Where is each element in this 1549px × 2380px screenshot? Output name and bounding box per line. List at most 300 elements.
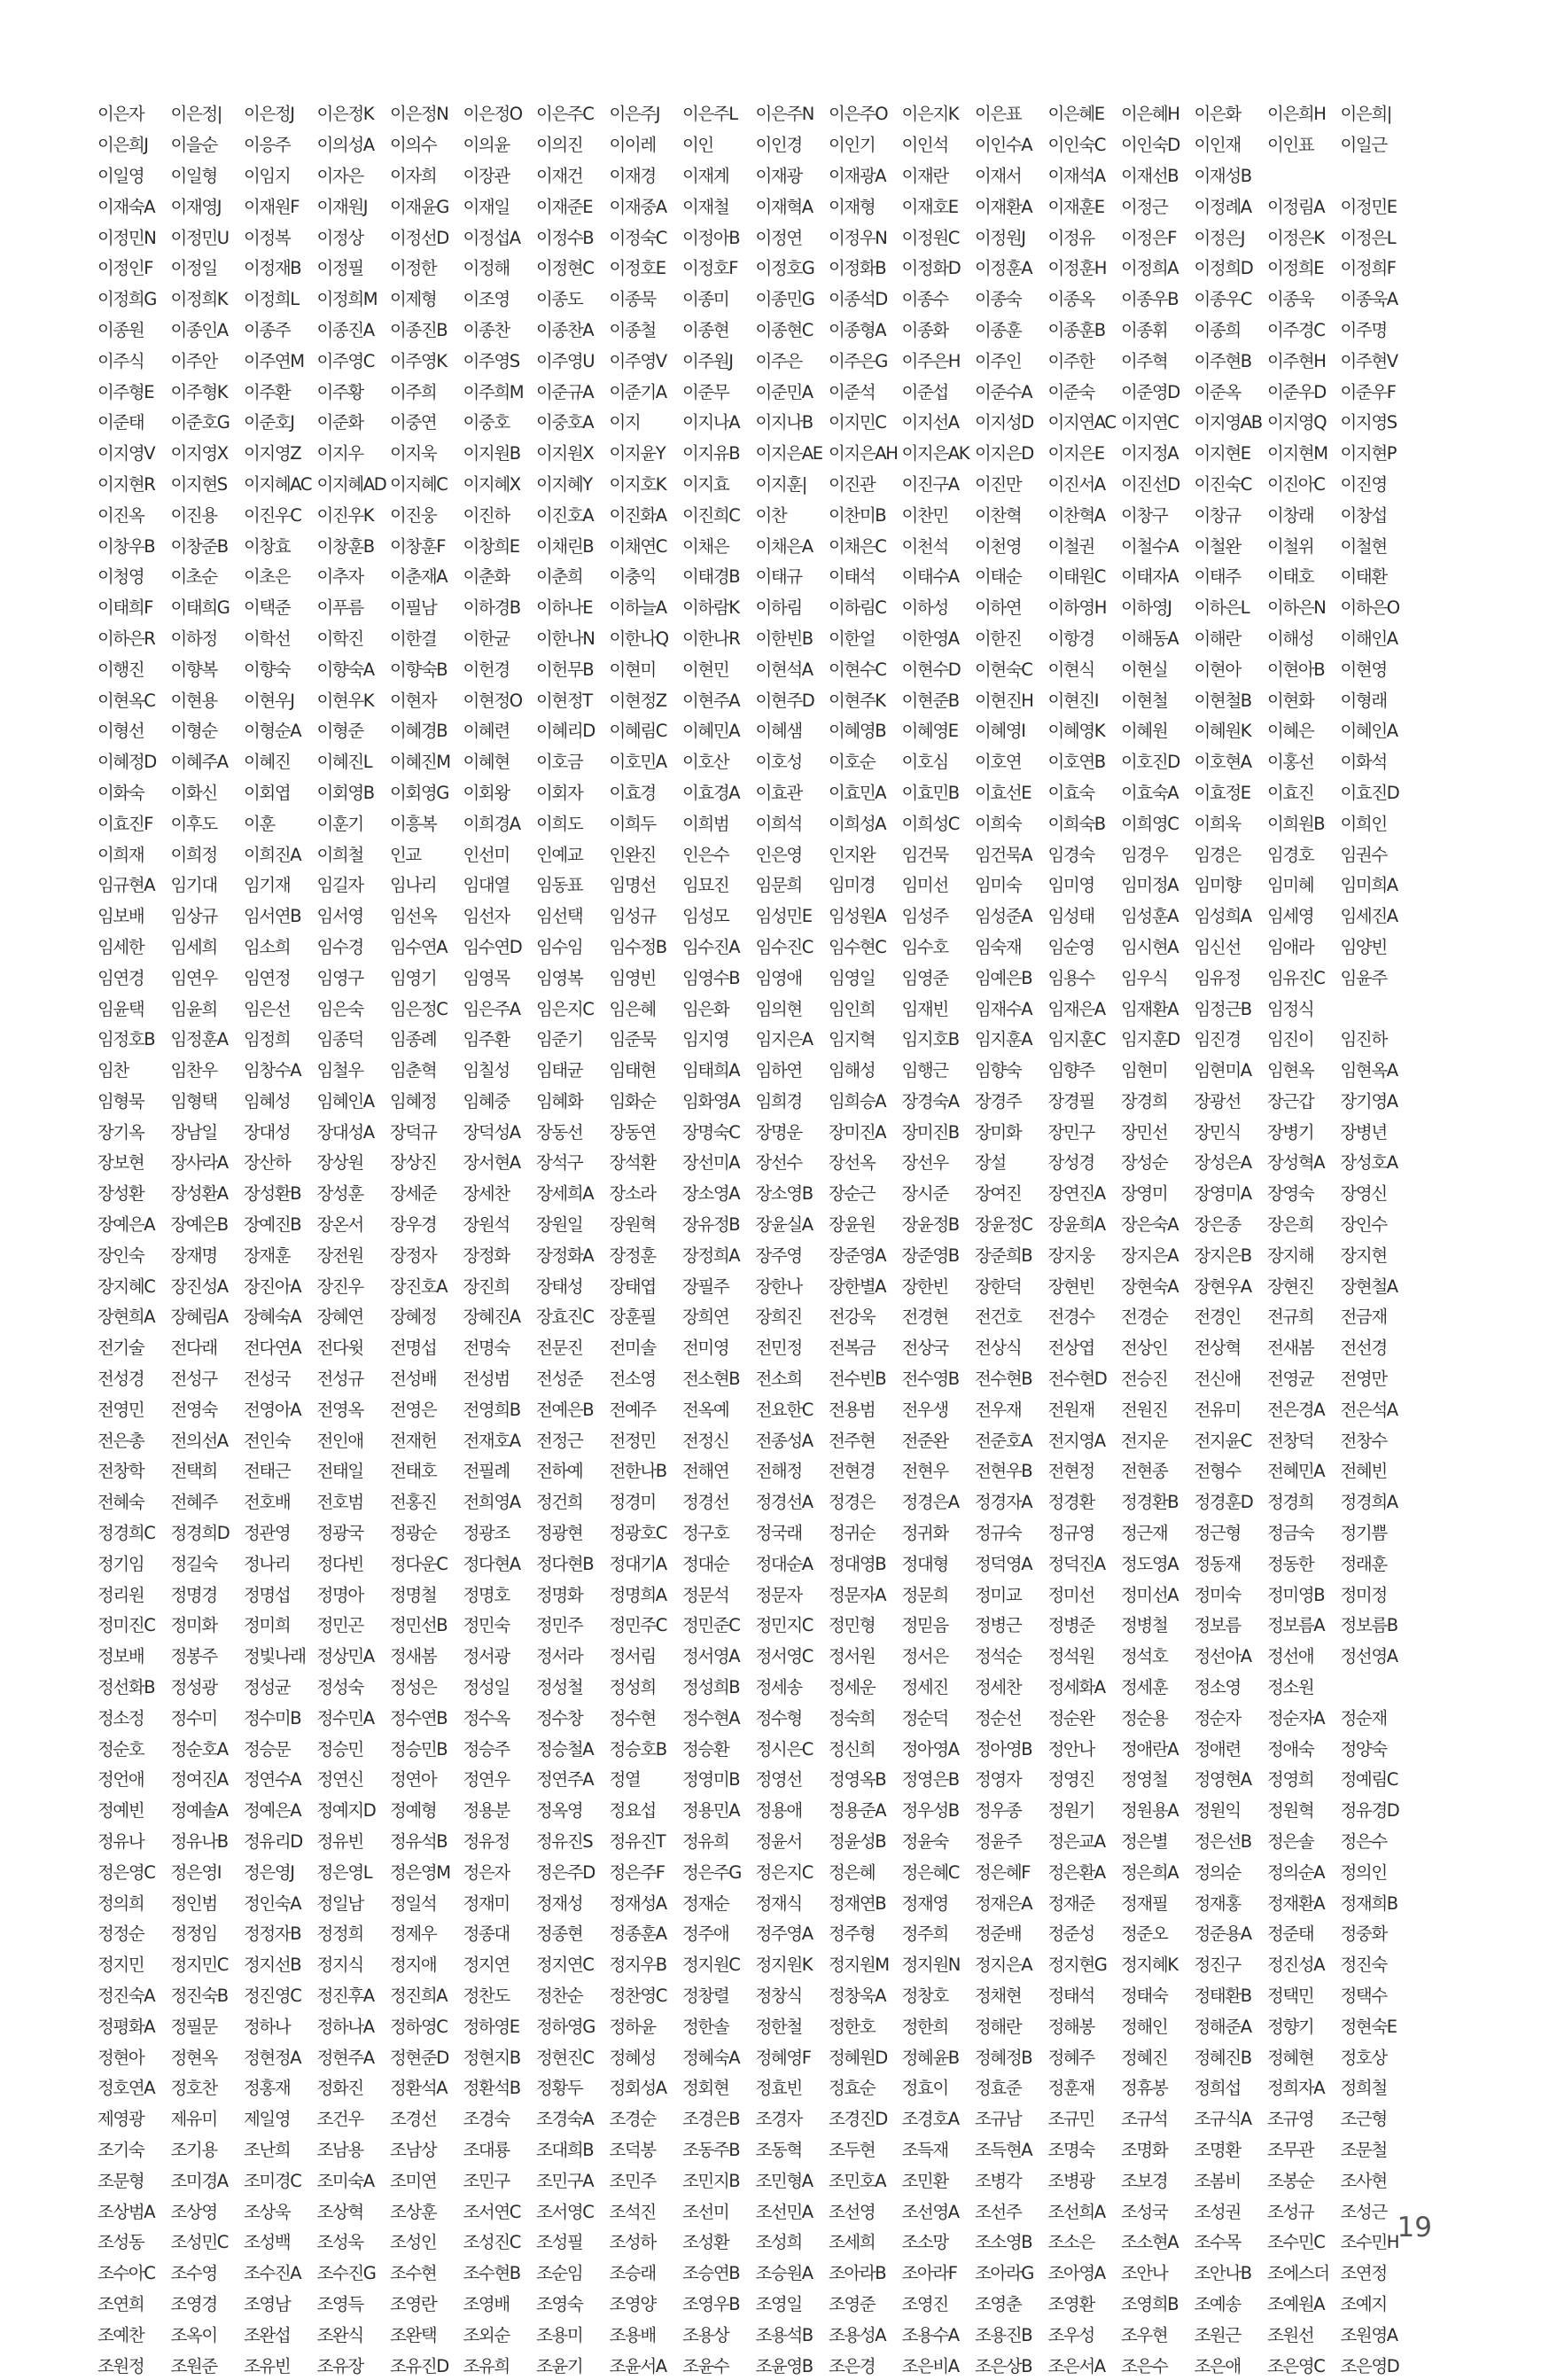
name-entry: 이재선B (1121, 165, 1179, 186)
name-entry: 정성일 (463, 1677, 510, 1698)
name-entry: 이주원J (682, 350, 733, 371)
name-entry: 정호상 (1340, 2047, 1387, 2068)
name-entry: 전태일 (316, 1461, 363, 1482)
name-entry: 장보현 (97, 1152, 144, 1174)
name-row (97, 1486, 1462, 1517)
name-entry: 정회현 (682, 2078, 729, 2099)
name-entry: 정지현G (1047, 1955, 1107, 1976)
name-entry: 이회영G (390, 782, 449, 803)
name-entry: 임미희A (1340, 875, 1397, 896)
name-entry: 정민숙 (463, 1615, 510, 1636)
name-entry: 전태호 (390, 1461, 437, 1482)
name-entry: 제유미 (170, 2109, 217, 2130)
name-entry: 조옥이 (170, 2324, 217, 2345)
name-entry: 정경희 (1267, 1492, 1314, 1513)
name-entry: 임지훈A (975, 1029, 1032, 1050)
name-entry: 정한희 (901, 2016, 948, 2037)
name-entry: 이조영 (463, 289, 510, 310)
name-entry: 정성희 (609, 1677, 656, 1698)
name-entry: 정영은B (901, 1769, 959, 1791)
name-entry: 이종묵 (609, 289, 656, 310)
name-entry: 정창렬 (682, 1986, 729, 2006)
name-entry: 임지영 (682, 1029, 729, 1050)
name-entry: 정성광 (170, 1677, 217, 1698)
name-entry: 정소영 (1194, 1677, 1241, 1698)
name-entry: 임은정C (390, 998, 448, 1019)
name-entry: 이해동A (1121, 628, 1179, 649)
name-entry: 이철현 (1340, 535, 1387, 557)
name-entry: 임종례 (390, 1029, 437, 1050)
name-entry: 정경선 (682, 1492, 729, 1513)
name-row (97, 1115, 1462, 1146)
name-row (97, 2349, 1462, 2380)
name-entry: 이헌무B (536, 659, 594, 680)
name-entry: 이현석A (755, 659, 813, 680)
name-entry: 정수연B (390, 1707, 448, 1728)
name-entry: 조봄비 (1194, 2170, 1241, 2191)
name-entry: 임재환A (1121, 998, 1179, 1019)
name-entry: 이인숙C (1047, 135, 1106, 156)
name-entry: 이지현R (97, 473, 155, 495)
name-entry: 장성환 (97, 1183, 144, 1205)
name-entry: 정도영A (1121, 1553, 1179, 1574)
name-entry: 조선주 (975, 2201, 1022, 2222)
name-entry: 전복금 (829, 1338, 876, 1359)
name-entry: 정수미 (170, 1707, 217, 1728)
name-entry: 정재희B (1340, 1892, 1397, 1914)
name-entry: 정다운C (390, 1553, 448, 1574)
name-entry: 정소정 (97, 1707, 144, 1728)
name-entry: 전희영A (463, 1492, 520, 1513)
name-entry: 정성균 (244, 1677, 291, 1698)
name-entry: 조규민 (1047, 2109, 1094, 2130)
name-entry: 임윤택 (97, 998, 144, 1019)
name-entry: 정현지B (463, 2047, 520, 2068)
name-row (97, 714, 1462, 745)
name-entry: 이지혜AC (244, 473, 312, 495)
name-entry: 이재일 (463, 196, 510, 217)
name-entry: 이진선D (1121, 473, 1179, 495)
name-entry: 이은정J (244, 104, 294, 125)
name-entry: 정세진 (901, 1677, 948, 1698)
name-entry: 이정상 (316, 227, 363, 248)
name-entry: 이진웅 (390, 504, 437, 526)
name-entry: 정훈재 (1047, 2078, 1094, 2099)
name-entry: 장소라 (609, 1183, 656, 1205)
name-entry: 조동혁 (755, 2139, 802, 2160)
name-row (97, 1732, 1462, 1763)
name-entry: 이의윤 (463, 135, 510, 156)
name-entry: 이중호 (463, 412, 510, 433)
name-entry: 장정화A (536, 1245, 594, 1266)
name-entry: 정미화 (170, 1615, 217, 1636)
name-entry: 정은혜 (829, 1861, 876, 1883)
name-entry: 이철위 (1267, 535, 1314, 557)
name-entry: 정희철 (1340, 2078, 1387, 2099)
name-entry: 정성숙 (316, 1677, 363, 1698)
name-entry: 이한얼 (829, 628, 876, 649)
name-entry: 이화신 (170, 782, 217, 803)
name-entry: 전주현 (829, 1430, 876, 1451)
name-entry: 정연아 (390, 1769, 437, 1791)
name-entry: 이희영C (1121, 813, 1179, 834)
name-entry: 정유진T (609, 1831, 666, 1853)
name-entry: 전선경 (1340, 1338, 1387, 1359)
name-entry: 이태희F (97, 597, 153, 619)
name-entry: 이은주N (755, 104, 813, 125)
name-row (97, 2041, 1462, 2072)
name-entry: 정해인 (1121, 2016, 1168, 2037)
name-entry: 조민형A (755, 2170, 813, 2191)
name-entry: 정준태 (1267, 1924, 1314, 1945)
name-entry: 임의현 (755, 998, 802, 1019)
name-entry: 정혜원D (829, 2047, 887, 2068)
name-entry: 조선영 (829, 2201, 876, 2222)
name-entry: 조용석B (755, 2324, 813, 2345)
name-entry: 정언애 (97, 1769, 144, 1791)
name-entry: 이정필 (316, 258, 363, 279)
name-entry: 전재호A (463, 1430, 520, 1451)
name-entry: 장혜연 (316, 1307, 363, 1328)
name-entry: 이종수 (901, 289, 948, 310)
name-entry: 조수현B (463, 2263, 520, 2284)
name-entry: 이준우D (1267, 381, 1326, 402)
name-entry: 조민호A (829, 2170, 886, 2191)
name-entry: 이재준E (536, 196, 593, 217)
name-entry: 이인표 (1267, 135, 1314, 156)
name-entry: 장순근 (829, 1183, 876, 1205)
name-entry: 이현실 (1121, 659, 1168, 680)
name-entry: 이혜샘 (755, 721, 802, 742)
name-entry: 이효선E (975, 782, 1031, 803)
name-entry: 조동주B (682, 2139, 740, 2160)
name-entry: 정수현 (609, 1707, 656, 1728)
name-entry: 이해인A (1340, 628, 1397, 649)
name-entry: 조은애 (1194, 2355, 1241, 2376)
name-entry: 임대열 (463, 875, 510, 896)
name-row (97, 1640, 1462, 1671)
name-entry: 임형택 (170, 1090, 217, 1112)
name-entry: 정경자A (975, 1492, 1032, 1513)
name-entry: 전영희B (463, 1399, 520, 1420)
name-entry: 조경자 (755, 2109, 802, 2130)
name-entry: 이종숙 (975, 289, 1022, 310)
name-entry: 조성백 (244, 2232, 291, 2253)
name-entry: 장시준 (901, 1183, 948, 1205)
name-entry: 정유빈 (316, 1831, 363, 1853)
name-entry: 정은영C (97, 1861, 155, 1883)
name-entry: 조안나B (1194, 2263, 1251, 2284)
name-entry: 조원선 (1267, 2324, 1314, 2345)
name-entry: 정성철 (536, 1677, 583, 1698)
name-entry: 전예주 (609, 1399, 656, 1420)
name-entry: 임은선 (244, 998, 291, 1019)
name-entry: 조규남 (975, 2109, 1022, 2130)
name-entry: 전우재 (975, 1399, 1022, 1420)
name-entry: 조은영D (1340, 2355, 1399, 2376)
name-entry: 이종찬 (463, 319, 510, 340)
name-entry: 정택수 (1340, 1986, 1387, 2006)
name-entry: 조유희 (463, 2355, 510, 2376)
name-entry: 조영란 (390, 2293, 437, 2314)
name-entry: 조수진A (244, 2263, 301, 2284)
name-row (97, 776, 1462, 808)
name-entry: 정문자A (829, 1584, 886, 1605)
name-entry: 정세운 (829, 1677, 876, 1698)
name-entry: 이재형 (829, 196, 876, 217)
name-entry: 조경선 (390, 2109, 437, 2130)
name-entry: 정보름B (1340, 1615, 1397, 1636)
name-entry: 임세한 (97, 936, 144, 957)
name-entry: 이혜영I (975, 721, 1025, 742)
name-entry: 이효진 (1267, 782, 1314, 803)
name-row (97, 1794, 1462, 1825)
name-entry: 조득현A (975, 2139, 1032, 2160)
name-entry: 이은희| (1340, 104, 1391, 125)
name-entry: 조용상 (682, 2324, 729, 2345)
name-entry: 정재미 (463, 1892, 510, 1914)
name-entry: 장여진 (975, 1183, 1022, 1205)
name-entry: 정채현 (975, 1986, 1022, 2006)
name-entry: 조예지 (1340, 2293, 1387, 2314)
name-entry: 이지은AH (829, 443, 898, 464)
name-entry: 장인숙 (97, 1245, 144, 1266)
name-entry: 장주영 (755, 1245, 802, 1266)
name-entry: 전재헌 (390, 1430, 437, 1451)
name-entry: 장지혜C (97, 1276, 155, 1297)
name-entry: 이정희L (244, 289, 299, 310)
name-entry: 이재경 (609, 165, 656, 186)
name-entry: 정규숙 (975, 1523, 1022, 1544)
name-entry: 전지윤C (1194, 1430, 1252, 1451)
name-entry: 장태엽 (609, 1276, 656, 1297)
name-entry: 임하연 (755, 1060, 802, 1081)
name-entry: 전영균 (1267, 1369, 1314, 1390)
name-entry: 조완식 (316, 2324, 363, 2345)
name-entry: 정숙희 (829, 1707, 876, 1728)
name-row (97, 1269, 1462, 1300)
name-entry: 이인수A (975, 135, 1032, 156)
name-entry: 임순영 (1047, 936, 1094, 957)
name-entry: 정서라 (536, 1646, 583, 1667)
name-entry: 이인숙D (1121, 135, 1179, 156)
name-entry: 정광호C (609, 1523, 667, 1544)
name-row (97, 1424, 1462, 1455)
name-entry: 임수연D (463, 936, 522, 957)
name-entry: 정석원 (1047, 1646, 1094, 1667)
name-entry: 임우식 (1121, 967, 1168, 988)
name-entry: 장한덕 (975, 1276, 1022, 1297)
name-entry: 정보배 (97, 1646, 144, 1667)
name-entry: 장윤원 (829, 1214, 876, 1236)
name-entry: 정연수A (244, 1769, 301, 1791)
name-entry: 이종우C (1194, 289, 1252, 310)
name-entry: 정민선B (390, 1615, 448, 1636)
name-entry: 장성순 (1121, 1152, 1168, 1174)
name-entry: 임길자 (316, 875, 363, 896)
name-entry: 조명숙 (1047, 2139, 1094, 2160)
name-entry: 임정근B (1194, 998, 1251, 1019)
name-entry: 이은혜H (1121, 104, 1179, 125)
name-entry: 이창래 (1267, 504, 1314, 526)
name-entry: 정의희 (97, 1892, 144, 1914)
name-entry: 정종훈A (609, 1924, 666, 1945)
name-entry: 임동표 (536, 875, 583, 896)
name-entry: 장영미 (1121, 1183, 1168, 1205)
name-row (97, 1085, 1462, 1116)
name-entry: 장덕규 (390, 1121, 437, 1143)
name-entry: 조경호A (901, 2109, 959, 2130)
name-entry: 이종우B (1121, 289, 1179, 310)
name-entry: 이현정T (536, 690, 592, 711)
name-entry: 조선영A (901, 2201, 959, 2222)
name-entry: 임기대 (170, 875, 217, 896)
name-entry: 임경호 (1267, 844, 1314, 865)
name-entry: 임인희 (829, 998, 876, 1019)
name-entry: 정일남 (316, 1892, 363, 1914)
name-entry: 이혜영E (901, 721, 958, 742)
name-entry: 이혜련 (463, 721, 510, 742)
name-entry: 이정희E (1267, 258, 1324, 279)
name-entry: 이준기A (609, 381, 666, 402)
name-entry: 조영숙 (536, 2293, 583, 2314)
name-entry: 전현종 (1121, 1461, 1168, 1482)
name-entry: 임주환 (463, 1029, 510, 1050)
name-entry: 조순임 (536, 2263, 583, 2284)
name-entry: 이훈 (244, 813, 275, 834)
name-entry: 이지혜X (463, 473, 520, 495)
name-entry: 장미진B (901, 1121, 959, 1143)
name-entry: 정의순 (1194, 1861, 1241, 1883)
name-entry: 정덕영A (975, 1553, 1032, 1574)
name-entry: 전현우 (901, 1461, 948, 1482)
name-entry: 임영복 (536, 967, 583, 988)
name-entry: 정한호 (829, 2016, 876, 2037)
name-entry: 장유정B (682, 1214, 740, 1236)
name-entry: 조상영 (170, 2201, 217, 2222)
name-entry: 전민정 (755, 1338, 802, 1359)
name-row (97, 468, 1462, 499)
name-entry: 전현우B (975, 1461, 1032, 1482)
name-entry: 임태균 (536, 1060, 583, 1081)
name-entry: 이지성D (975, 412, 1033, 433)
name-entry: 임창수A (244, 1060, 301, 1081)
name-entry: 이정현C (536, 258, 594, 279)
name-entry: 장우경 (390, 1214, 437, 1236)
name-entry: 이향숙B (390, 659, 448, 680)
name-entry: 임보배 (97, 906, 144, 927)
name-entry: 정예형 (390, 1800, 437, 1822)
name-entry: 정명철 (390, 1584, 437, 1605)
name-entry: 이지우 (316, 443, 363, 464)
name-entry: 정연주A (536, 1769, 594, 1791)
name-entry: 정대기A (609, 1553, 666, 1574)
name-entry: 전영은 (390, 1399, 437, 1420)
name-entry: 정세화A (1047, 1677, 1105, 1698)
name-entry: 임지훈C (1047, 1029, 1106, 1050)
name-entry: 정지식 (316, 1955, 363, 1976)
name-entry: 조성근 (1340, 2201, 1387, 2222)
name-entry: 이태석 (829, 566, 876, 588)
name-entry: 정은영J (244, 1861, 294, 1883)
name-entry: 이재환A (975, 196, 1032, 217)
name-entry: 정요섭 (609, 1800, 656, 1822)
name-entry: 이은정N (390, 104, 448, 125)
name-entry: 이준민A (755, 381, 813, 402)
name-entry: 임종덕 (316, 1029, 363, 1050)
name-entry: 이주인 (975, 350, 1022, 371)
name-entry: 정길숙 (170, 1553, 217, 1574)
name-entry: 정현주A (316, 2047, 374, 2068)
name-entry: 전해정 (755, 1461, 802, 1482)
name-entry: 조성권 (1194, 2201, 1241, 2222)
name-entry: 정준배 (975, 1924, 1022, 1945)
name-entry: 이주희M (463, 381, 524, 402)
name-entry: 정현준D (390, 2047, 448, 2068)
name-entry: 이종화 (901, 319, 948, 340)
name-entry: 조선희A (1047, 2201, 1105, 2222)
name-entry: 이을순 (170, 135, 217, 156)
name-entry: 이재원J (316, 196, 368, 217)
name-entry: 조성욱 (316, 2232, 363, 2253)
name-entry: 조민지B (682, 2170, 740, 2191)
name-entry: 정은교A (1047, 1831, 1105, 1853)
name-entry: 조문형 (97, 2170, 144, 2191)
name-entry: 정호연A (97, 2078, 155, 2099)
name-entry: 조윤기 (536, 2355, 583, 2376)
name-entry: 이이레 (609, 135, 656, 156)
name-entry: 전경순 (1121, 1307, 1168, 1328)
name-entry: 정상민A (316, 1646, 374, 1667)
name-entry: 장영신 (1340, 1183, 1387, 1205)
name-entry: 정수창 (536, 1707, 583, 1728)
name-entry: 정보름A (1267, 1615, 1325, 1636)
name-entry: 정효준 (975, 2078, 1022, 2099)
name-entry: 이은자 (97, 104, 144, 125)
name-entry: 장진희 (463, 1276, 510, 1297)
name-entry: 정새봄 (390, 1646, 437, 1667)
name-entry: 임미혜 (1267, 875, 1314, 896)
name-entry: 장인수 (1340, 1214, 1387, 1236)
name-entry: 조원영A (1340, 2324, 1397, 2345)
name-entry: 장예진B (244, 1214, 301, 1236)
name-entry: 장윤희A (1047, 1214, 1105, 1236)
name-entry: 이찬민 (901, 504, 948, 526)
name-entry: 정애련 (1194, 1738, 1241, 1760)
name-entry: 이주은 (755, 350, 802, 371)
name-entry: 이지영Q (1267, 412, 1327, 433)
name-row (97, 1609, 1462, 1640)
name-entry: 임준기 (536, 1029, 583, 1050)
name-entry: 전신애 (1194, 1369, 1241, 1390)
name-entry: 임연경 (97, 967, 144, 988)
name-entry: 이정수B (536, 227, 594, 248)
name-entry: 장정희A (682, 1245, 740, 1266)
name-entry: 정혜진 (1121, 2047, 1168, 2068)
name-entry: 임영애 (755, 967, 802, 988)
name-entry: 이재영J (170, 196, 222, 217)
name-entry: 이창섭 (1340, 504, 1387, 526)
name-entry: 전수현D (1047, 1369, 1107, 1390)
name-entry: 정은혜F (975, 1861, 1031, 1883)
name-entry: 조명환 (1194, 2139, 1241, 2160)
name-entry: 조규영 (1267, 2109, 1314, 2130)
name-entry: 전지운 (1121, 1430, 1168, 1451)
name-entry: 이천영 (975, 535, 1022, 557)
name-entry: 장석환 (609, 1152, 656, 1174)
name-entry: 전택희 (170, 1461, 217, 1482)
name-row (97, 1023, 1462, 1054)
